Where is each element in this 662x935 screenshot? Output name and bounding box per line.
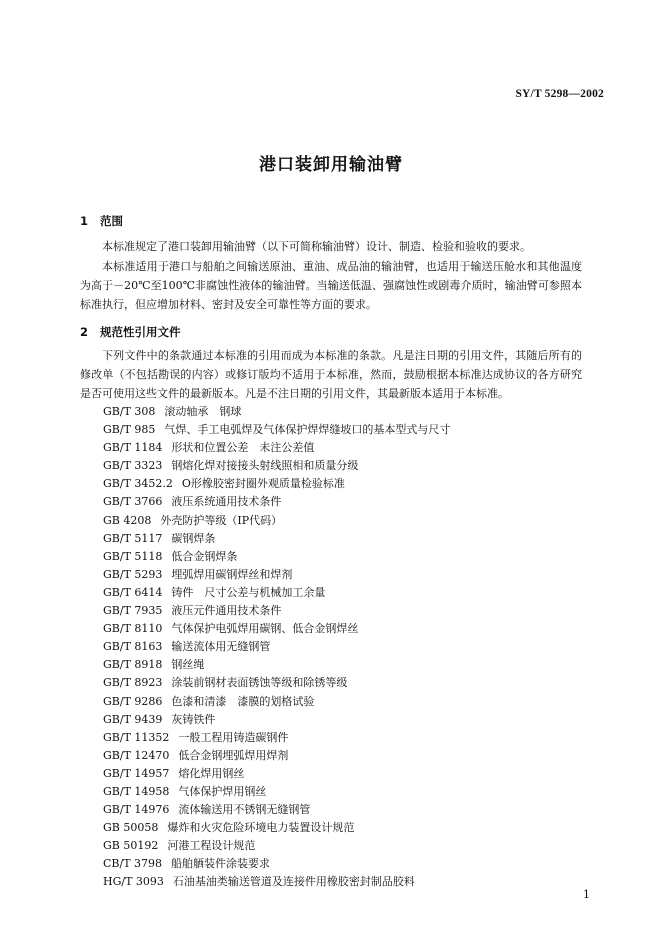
section-2-heading xyxy=(80,324,181,340)
reference-item xyxy=(103,747,450,765)
reference-item xyxy=(103,439,450,457)
reference-code: GB/T 5293 xyxy=(103,567,163,581)
reference-code: GB 50192 xyxy=(103,839,159,853)
reference-item xyxy=(103,873,450,891)
reference-title: 形状和位置公差 未注公差值 xyxy=(171,441,315,455)
reference-item xyxy=(103,801,450,819)
reference-title: 熔化焊用钢丝 xyxy=(178,766,245,780)
reference-item xyxy=(103,602,450,620)
reference-item xyxy=(103,566,450,584)
reference-item xyxy=(103,693,450,711)
reference-title: 碳钢焊条 xyxy=(171,531,216,545)
reference-title: 爆炸和火灾危险环境电力装置设计规范 xyxy=(167,821,355,835)
reference-item xyxy=(103,530,450,548)
reference-title: 液压元件通用技术条件 xyxy=(171,604,282,618)
reference-title: 气体保护电弧焊用碳钢、低合金钢焊丝 xyxy=(171,622,359,636)
reference-code: GB 4208 xyxy=(103,513,152,527)
section-2-number: 2 xyxy=(80,325,89,339)
reference-code: GB/T 5118 xyxy=(103,549,163,563)
reference-item xyxy=(103,475,450,493)
reference-item xyxy=(103,674,450,692)
section-1-heading xyxy=(80,213,123,229)
reference-code: GB/T 8163 xyxy=(103,640,163,654)
section-1-paragraph-2: 本标准适用于港口与船舶之间输送原油、重油、成品油的输油臂，也适用于输送压舱水和其他温度为高于－20℃至100℃非腐蚀性液体的输油臂。当输送低温、强腐蚀性或剧毒介质时，输油臂可参照本标准执行，但应增加材料、密封及安全可靠性等方面的要求。 xyxy=(80,260,582,311)
reference-item xyxy=(103,656,450,674)
reference-code: GB/T 6414 xyxy=(103,585,163,599)
section-1-paragraph-1: 本标准规定了港口装卸用输油臂（以下可简称输油臂）设计、制造、检验和验收的要求。 xyxy=(102,240,531,253)
reference-title: 低合金钢焊条 xyxy=(171,549,238,563)
reference-code: HG/T 3093 xyxy=(103,875,164,889)
reference-code: GB/T 3323 xyxy=(103,459,163,473)
reference-title: 铸件 尺寸公差与机械加工余量 xyxy=(171,585,326,599)
reference-code: GB/T 308 xyxy=(103,405,156,418)
reference-item xyxy=(103,457,450,475)
reference-title: 钢熔化焊对接接头射线照相和质量分级 xyxy=(171,459,359,473)
page-number: 1 xyxy=(583,888,590,901)
reference-code: GB/T 9286 xyxy=(103,694,163,708)
reference-code: GB/T 11352 xyxy=(103,730,170,744)
reference-title: 石油基油类输送管道及连接件用橡胶密封制品胶料 xyxy=(172,875,415,889)
section-1-title: 范围 xyxy=(100,214,123,228)
reference-title: 河港工程设计规范 xyxy=(167,839,256,853)
reference-code: GB/T 3452.2 xyxy=(103,477,173,491)
reference-code: CB/T 3798 xyxy=(103,857,163,871)
reference-item xyxy=(103,837,450,855)
reference-title: 外壳防护等级（IP代码） xyxy=(160,513,283,527)
reference-title: O形橡胶密封圈外观质量检验标准 xyxy=(181,477,345,491)
reference-code: GB 50058 xyxy=(103,821,159,835)
reference-code: GB/T 3766 xyxy=(103,495,163,509)
reference-code: GB/T 1184 xyxy=(103,441,163,455)
reference-item xyxy=(103,711,450,729)
reference-code: GB/T 5117 xyxy=(103,531,163,545)
reference-code: GB/T 14976 xyxy=(103,803,170,817)
reference-title: 滚动轴承 钢球 xyxy=(164,405,242,418)
reference-item xyxy=(103,620,450,638)
reference-title: 液压系统通用技术条件 xyxy=(171,495,282,509)
reference-code: GB/T 9439 xyxy=(103,712,163,726)
reference-title: 流体输送用不锈钢无缝钢管 xyxy=(178,803,311,817)
reference-list xyxy=(103,403,450,892)
reference-title: 埋弧焊用碳钢焊丝和焊剂 xyxy=(171,567,293,581)
reference-item xyxy=(103,638,450,656)
reference-item xyxy=(103,493,450,511)
standard-code: SY/T 5298—2002 xyxy=(515,88,604,100)
reference-item xyxy=(103,548,450,566)
document-title: 港口装卸用输油臂 xyxy=(259,155,403,175)
reference-item xyxy=(103,403,450,421)
reference-title: 船舶舾装件涂装要求 xyxy=(171,857,271,871)
reference-item xyxy=(103,765,450,783)
reference-item xyxy=(103,855,450,873)
reference-code: GB/T 14957 xyxy=(103,766,170,780)
reference-title: 钢丝绳 xyxy=(171,658,205,672)
reference-code: GB/T 7935 xyxy=(103,604,163,618)
reference-code: GB/T 8110 xyxy=(103,622,163,636)
section-2-paragraph-1: 下列文件中的条款通过本标准的引用而成为本标准的条款。凡是注日期的引用文件，其随后所有的修改单（不包括勘误的内容）或修订版均不适用于本标准，然而，鼓励根据本标准达成协议的各方研究是否可使用这些文件的最新版本。凡是不注日期的引用文件，其最新版本适用于本标准。 xyxy=(80,349,582,400)
reference-item xyxy=(103,421,450,439)
reference-code: GB/T 8923 xyxy=(103,676,163,690)
reference-title: 气体保护焊用钢丝 xyxy=(178,784,267,798)
reference-title: 一般工程用铸造碳钢件 xyxy=(178,730,289,744)
reference-code: GB/T 14958 xyxy=(103,784,170,798)
section-2-title: 规范性引用文件 xyxy=(100,325,181,339)
reference-item xyxy=(103,512,450,530)
reference-item xyxy=(103,819,450,837)
reference-item xyxy=(103,584,450,602)
reference-title: 灰铸铁件 xyxy=(171,712,216,726)
reference-title: 涂装前钢材表面锈蚀等级和除锈等级 xyxy=(171,676,348,690)
reference-title: 输送流体用无缝钢管 xyxy=(171,640,271,654)
reference-item xyxy=(103,783,450,801)
reference-code: GB/T 12470 xyxy=(103,748,170,762)
reference-code: GB/T 8918 xyxy=(103,658,163,672)
reference-title: 低合金钢埋弧焊用焊剂 xyxy=(178,748,289,762)
reference-title: 色漆和清漆 漆膜的划格试验 xyxy=(171,694,315,708)
reference-title: 气焊、手工电弧焊及气体保护焊焊缝坡口的基本型式与尺寸 xyxy=(164,423,451,437)
reference-code: GB/T 985 xyxy=(103,423,156,437)
reference-item xyxy=(103,729,450,747)
section-1-number: 1 xyxy=(80,214,89,228)
